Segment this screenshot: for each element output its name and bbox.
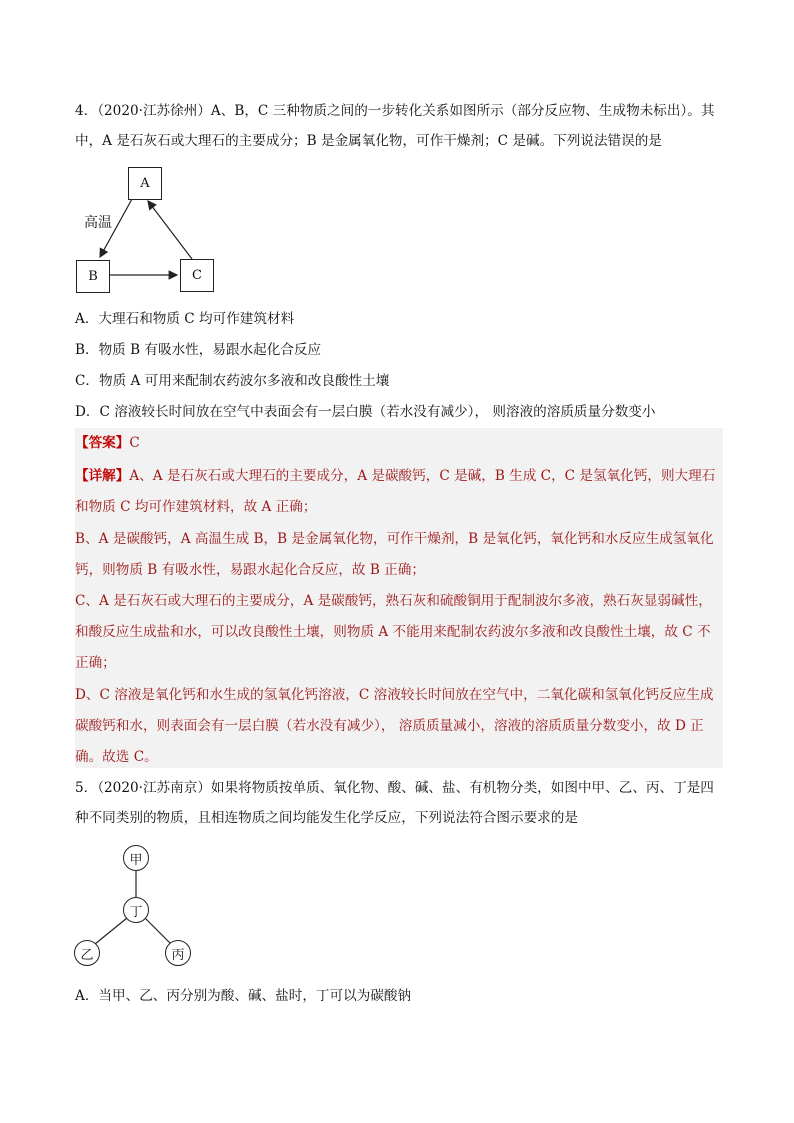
- node-jia: 甲: [123, 845, 149, 871]
- line-ding-yi: [95, 918, 127, 944]
- node-yi: 乙: [74, 940, 100, 966]
- q4-detail-line-2: 和物质 C 均可作建筑材料，故 A 正确；: [75, 499, 317, 515]
- q4-detail-line-4: 钙，则物质 B 有吸水性，易跟水起化合反应，故 B 正确；: [75, 562, 425, 578]
- q4-stem-line-1: 4．（2020·江苏徐州）A、B，C 三种物质之间的一步转化关系如图所示（部分反应物、生成物未标出）。其: [75, 103, 715, 119]
- detail-text: A、A 是石灰石或大理石的主要成分，A 是碳酸钙，C 是碱，B 生成 C，C 是氢氧化钙，则大理石: [129, 468, 716, 484]
- q4-detail-line-9: 碳酸钙和水，则表面会有一层白膜（若水没有减少）， 溶质质量减小，溶液的溶质质量分数变小，故 D 正: [75, 718, 704, 734]
- q4-stem-line-2: 中，A 是石灰石或大理石的主要成分；B 是金属氧化物，可作干燥剂；C 是碱。下列说法错误的是: [75, 133, 662, 149]
- detail-tag: 【详解】: [75, 468, 130, 484]
- answer-tag: 【答案】: [75, 435, 130, 451]
- q4-detail-line-10: 确。故选 C。: [75, 749, 158, 765]
- answer-value: C: [129, 435, 140, 451]
- edge-label-high-temp: 高温: [84, 215, 112, 231]
- q4-detail-line-3: B、A 是碳酸钙，A 高温生成 B，B 是金属氧化物，可作干燥剂，B 是氧化钙，氧化钙和水反应生成氢氧化: [75, 531, 714, 547]
- node-a: A: [128, 167, 162, 200]
- q5-stem-line-2: 种不同类别的物质，且相连物质之间均能发生化学反应，下列说法符合图示要求的是: [75, 810, 578, 826]
- q4-option-a: A．大理石和物质 C 均可作建筑材料: [75, 311, 295, 327]
- q4-detail-line-5: C、A 是石灰石或大理石的主要成分，A 是碳酸钙，熟石灰和硫酸铜用于配制波尔多液，熟石灰显弱碱性，: [75, 593, 712, 609]
- q5-stem-line-1: 5．（2020·江苏南京）如果将物质按单质、氧化物、酸、碱、盐、有机物分类，如图中甲、乙、丙、丁是四: [75, 780, 714, 796]
- node-b: B: [76, 260, 110, 293]
- q4-option-c: C．物质 A 可用来配制农药波尔多液和改良酸性土壤: [75, 373, 390, 389]
- q4-option-b: B．物质 B 有吸水性，易跟水起化合反应: [75, 342, 322, 358]
- node-bing: 丙: [165, 940, 191, 966]
- q4-detail-line-6: 和酸反应生成盐和水，可以改良酸性土壤，则物质 A 不能用来配制农药波尔多液和改良酸性土壤，故 C 不: [75, 624, 711, 640]
- line-ding-bing: [145, 918, 170, 943]
- q5-option-a: A．当甲、乙、丙分别为酸、碱、盐时，丁可以为碳酸钠: [75, 988, 412, 1004]
- q4-detail-line-7: 正确；: [75, 655, 116, 671]
- node-ding: 丁: [123, 897, 149, 923]
- q4-detail-line-8: D、C 溶液是氧化钙和水生成的氢氧化钙溶液，C 溶液较长时间放在空气中，二氧化碳和氢氧化钙反应生成: [75, 687, 714, 703]
- node-c: C: [180, 259, 214, 292]
- q4-option-d: D．C 溶液较长时间放在空气中表面会有一层白膜（若水没有减少）， 则溶液的溶质质量分数变小: [75, 404, 656, 420]
